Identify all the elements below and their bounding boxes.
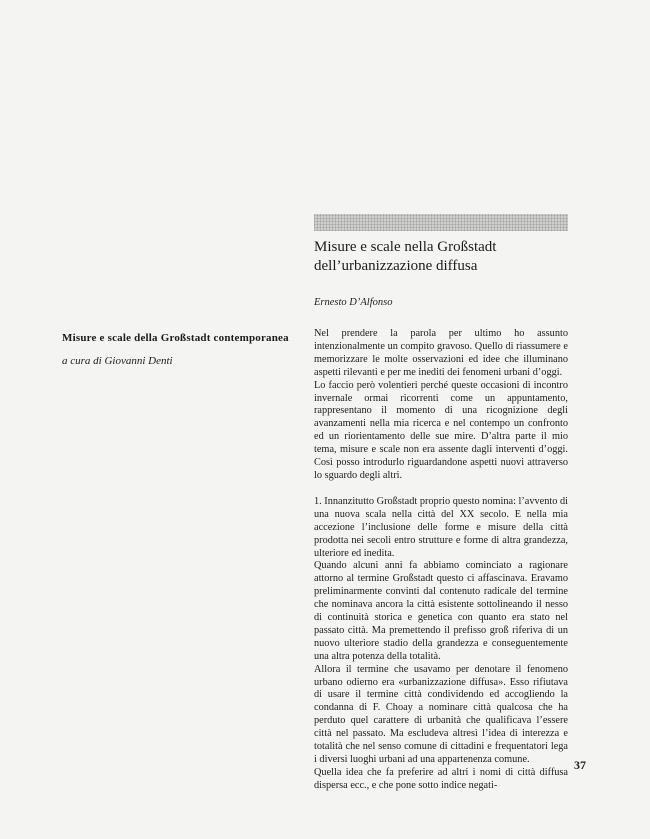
paragraph-5: Allora il termine che usavamo per denotare il fenomeno urbano odierno era «urbanizzazione diffusa». Esso rifiutava di usare il termine città condividendo ed accogliendo la condanna di F. Choay a nominare città qualcosa che ha perduto quel carattere di urbanità che qualificava l’essere città nel passato. Ma escludeva altresì l’idea di interezza e totalità che nel senso comune di cittadini e frequentatori lega i diversi luoghi urbani ad una appartenenza comune. xyxy=(314,663,568,765)
article-title-line-1: Misure e scale nella Großstadt xyxy=(314,239,497,255)
paragraph-3: 1. Innanzitutto Großstadt proprio questo nomina: l’avvento di una nuova scala nella città del XX secolo. E nella mia accezione l’inclusione delle forme e misure della città prodotta nei secoli entro strutture e forme di altra grandezza, ulteriore ed inedita. xyxy=(314,495,568,559)
paragraph-6: Quella idea che fa preferire ad altri i nomi di città diffusa dispersa ecc., e che pone sotto indice negati- xyxy=(314,766,568,791)
article-title-line-2: dell’urbanizzazione diffusa xyxy=(314,258,478,274)
paragraph-1: Nel prendere la parola per ultimo ho assunto intenzionalmente un compito gravoso. Quello di riassumere e memorizzare le molte osservazioni ed idee che illuminano aspetti rilevanti e per me inediti dei fenomeni urbani d’oggi. xyxy=(314,328,568,378)
header-bar xyxy=(314,214,568,231)
series-title: Misure e scale della Großstadt contemporanea xyxy=(62,332,289,344)
paragraph-gap xyxy=(314,483,568,496)
left-column xyxy=(62,332,302,367)
article-column xyxy=(314,214,568,793)
paragraph-4: Quando alcuni anni fa abbiamo cominciato a ragionare attorno al termine Großstadt questo ci affascinava. Eravamo preliminarmente convinti dal contenuto radicale del termine che nominava ancora la città esistente sottolineando il nesso di continuità storica e genetica con quanto era stato nel passato città. Ma premettendo il prefisso groß riferiva di un nuovo ulteriore stadio della grandezza e conseguentemente una altra potenza della totalità. xyxy=(314,560,568,662)
article-title xyxy=(314,238,568,276)
page-number: 37 xyxy=(574,758,586,772)
article-body xyxy=(314,328,568,793)
article-author: Ernesto D’Alfonso xyxy=(314,297,393,308)
paragraph-2: Lo faccio però volentieri perché queste occasioni di incontro invernale ormai ricorrenti come un appuntamento, rappresentano il momento di una ricognizione degli avanzamenti nella mia ricerca e nel contempo un confronto ed un riorientamento delle sue mire. D’altra parte il mio tema, misure e scale non era assente dagli interventi d’oggi. Così posso introdurlo riguardandone aspetti nuovi attraverso lo sguardo degli altri. xyxy=(314,379,568,481)
series-editor: a cura di Giovanni Denti xyxy=(62,355,173,367)
